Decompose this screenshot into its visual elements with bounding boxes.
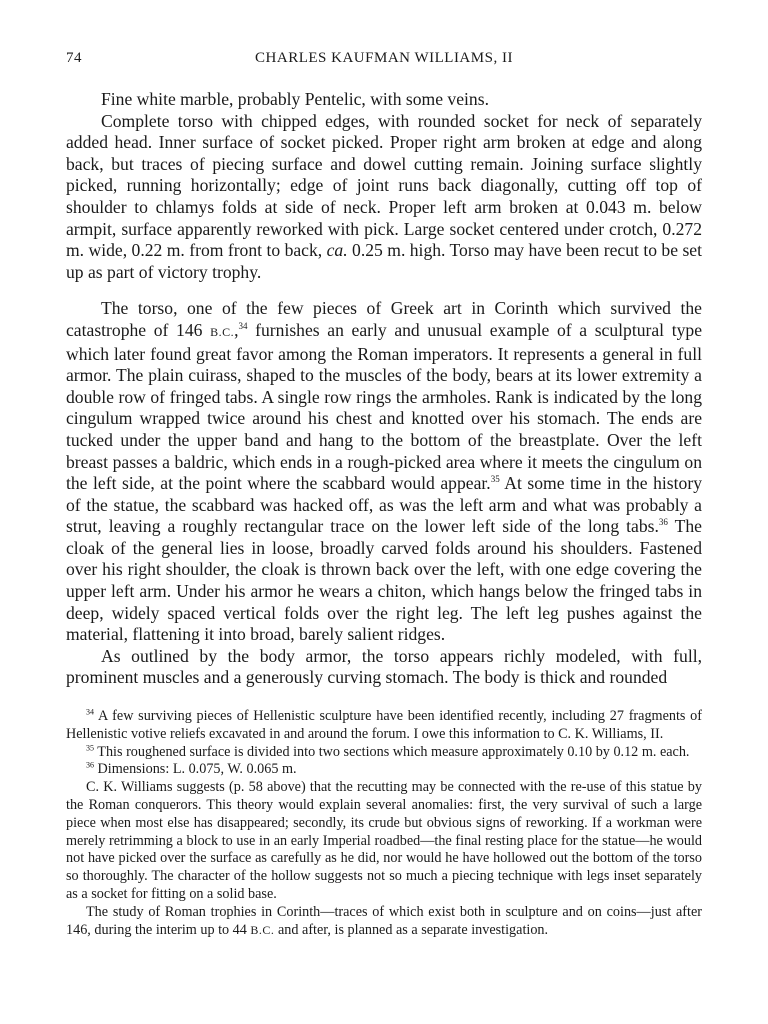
paragraph-condition [66, 111, 702, 284]
page-number: 74 [66, 50, 82, 66]
footnote-mark-35: 35 [86, 742, 94, 752]
footnote-mark-36: 36 [86, 760, 94, 770]
footnote-bc-abbrev: B.C. [250, 922, 275, 937]
circa-abbrev: ca. [326, 240, 348, 261]
bc-abbrev: B.C. [210, 324, 235, 339]
footnote-final-text: The study of Roman trophies in Corinth—traces of which exist both in sculpture and on coins—just after 146, during the interim up to 44 [66, 903, 702, 938]
footnote-36 [66, 761, 702, 779]
footnote-ref-36[interactable]: 36 [658, 517, 668, 528]
condition-text: Complete torso with chipped edges, with rounded socket for neck of separately added head. Inner surface of socket picked. Proper right arm broken at edge and along back, but traces of piecing surface and dowel cutting remain. Joining surface slightly picked, running horizontally; edge of joint runs back diagonally, cutting off top of shoulder to chlamys folds at side of neck. Proper left arm broken at 0.043 m. below armpit, surface apparently reworked with pick. Large socket centered under crotch, 0.272 m. wide, 0.22 m. from front to back, [66, 110, 702, 261]
footnote-mark-34: 34 [86, 707, 94, 717]
footnote-34 [66, 708, 702, 744]
footnote-text-35: This roughened surface is divided into two sections which measure approximately 0.10 by 0.12 m. each. [97, 743, 690, 760]
description-text-2: furnishes an early and unusual example of a sculptural type which later found great favor among the Roman imperators. It represents a general in full armor. The plain cuirass, shaped to the muscles of the body, bears at its lower extremity a double row of fringed tabs. A single row rings the armholes. Rank is indicated by the long cingulum wrapped twice around his chest and knotted over his stomach. The ends are tucked under the upper band and hang to the bottom of the breastplate. Over the left breast passes a baldric, which ends in a rough-picked area where it meets the cingulum on the left side, at the point where the scabbard would appear. [66, 319, 702, 494]
condition-text-end: 0.25 m. high. Torso may have been recut to be set up as part of victory trophy. [66, 240, 702, 282]
footnotes [66, 708, 702, 939]
footnote-36-final [66, 904, 702, 940]
description-text: The torso, one of the few pieces of Greek art in Corinth which survived the catastrophe of 146 [66, 298, 702, 340]
footnote-ref-34[interactable]: 34 [238, 321, 248, 332]
paragraph-description: The torso, one of the few pieces of Greek art in Corinth which survived the catastrophe of 146 B.C.,$^{34}$ furnishes an early and unusual example of a sculptural type which later found great favor among the Roman imperators. It represents a general in full armor. The plain cuirass, shaped to the muscles of the body, bears at its lower extremity a double row of fringed tabs. A single row rings the armholes. Rank is indicated by the long cingulum wrapped twice around his chest and knotted over his stomach. The ends are tucked under the upper band and hang to the bottom of the breastplate. Over the left breast passes a baldric, which ends in a rough-picked area where it meets the cingulum on the left side, at the point where the scabbard would appear.$^{35}$ At some time in the history of the statue, the scabbard was hacked off, as was the left arm and what was probably a strut, leaving a roughly rectangular trace on the lower left side of the long tabs.$^{36}$ The cloak of the general lies in loose, broadly carved folds around his shoulders. Fastened over his right shoulder, the cloak is thrown back over the left, with one edge covering the upper left arm. Under his armor he wears a chiton, which hangs below the fringed tabs in deep, widely spaced vertical folds over the right leg. The left leg pushes against the material, flattening it into broad, barely salient ridges. [66, 298, 702, 645]
main-text [66, 89, 702, 689]
running-head: CHARLES KAUFMAN WILLIAMS, II [255, 50, 513, 66]
footnote-final-text-end: and after, is planned as a separate investigation. [277, 921, 549, 938]
footnote-text-36: Dimensions: L. 0.075, W. 0.065 m. [97, 761, 297, 778]
footnote-35 [66, 744, 702, 762]
paragraph-material: Fine white marble, probably Pentelic, with some veins. [101, 89, 489, 109]
footnote-text-34: A few surviving pieces of Hellenistic sculpture have been identified recently, including 27 fragments of Hellenistic votive reliefs excavated in and around the forum. I owe this information to C. K. Williams, II. [66, 708, 702, 742]
footnote-36-continued: C. K. Williams suggests (p. 58 above) that the recutting may be connected with the re-use of this statue by the Roman conquerors. This theory would explain several anomalies: first, the very survival of such a large piece when most else has disappeared; secondly, its crude but obvious signs of reworking. If a workman were merely retrimming a block to use in an early Imperial roadbed—the final resting place for the statue—he would not have picked over the surface as carefully as he did, nor would he have hollowed out the bottom of the torso so thoroughly. The character of the hollow suggests not so much a piecing technique with legs inset separately as a socket for fitting on a solid base. [66, 779, 702, 902]
paragraph-modeling: As outlined by the body armor, the torso appears richly modeled, with full, prominent muscles and a generously curving stomach. The body is thick and rounded [66, 645, 702, 688]
footnote-ref-35[interactable]: 35 [490, 474, 500, 485]
description-text-3: At some time in the history of the statue, the scabbard was hacked off, as was the left arm and what was probably a strut, leaving a roughly rectangular trace on the lower left side of the long tabs. [66, 473, 702, 537]
description-text-4: The cloak of the general lies in loose, broadly carved folds around his shoulders. Fastened over his right shoulder, the cloak is thrown back over the left, with one edge covering the upper left arm. Under his armor he wears a chiton, which hangs below the fringed tabs in deep, widely spaced vertical folds over the right leg. The left leg pushes against the material, flattening it into broad, barely salient ridges. [66, 516, 702, 645]
